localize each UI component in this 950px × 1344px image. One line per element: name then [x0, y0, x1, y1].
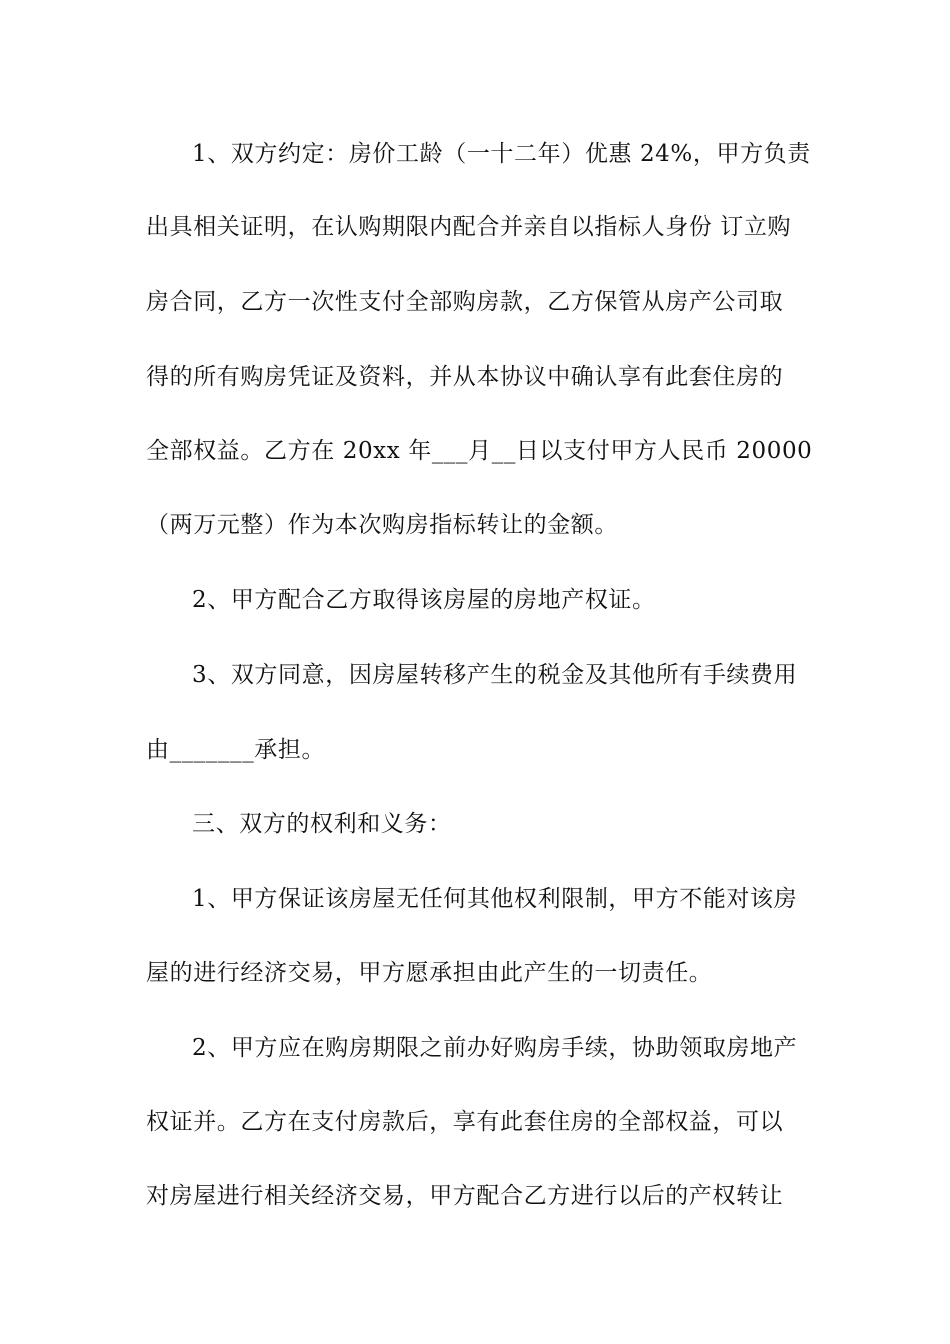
- text-line: 全部权益。乙方在 20xx 年___月__日以支付甲方人民币 20000: [146, 438, 813, 464]
- text-line: 对房屋进行相关经济交易，甲方配合乙方进行以后的产权转让: [146, 1183, 784, 1209]
- text-line: 1、双方约定：房价工龄（一十二年）优惠 24%，甲方负责: [192, 141, 811, 167]
- text-line: 由_______承担。: [146, 737, 326, 763]
- text-line: 房合同，乙方一次性支付全部购房款，乙方保管从房产公司取: [146, 289, 784, 315]
- text-line: （两万元整）作为本次购房指标转让的金额。: [146, 512, 618, 538]
- section-heading: 三、双方的权利和义务：: [192, 811, 452, 837]
- text-line: 权证并。乙方在支付房款后，享有此套住房的全部权益，可以: [146, 1109, 784, 1135]
- text-line: 出具相关证明，在认购期限内配合并亲自以指标人身份 订立购: [146, 214, 792, 240]
- text-line: 1、甲方保证该房屋无任何其他权利限制，甲方不能对该房: [192, 886, 798, 912]
- text-line: 得的所有购房凭证及资料，并从本协议中确认享有此套住房的: [146, 364, 784, 390]
- text-line: 2、甲方应在购房期限之前办好购房手续，协助领取房地产: [192, 1035, 798, 1061]
- text-line: 3、双方同意，因房屋转移产生的税金及其他所有手续费用: [192, 662, 798, 688]
- text-line: 屋的进行经济交易，甲方愿承担由此产生的一切责任。: [146, 960, 713, 986]
- text-line: 2、甲方配合乙方取得该房屋的房地产权证。: [192, 587, 656, 613]
